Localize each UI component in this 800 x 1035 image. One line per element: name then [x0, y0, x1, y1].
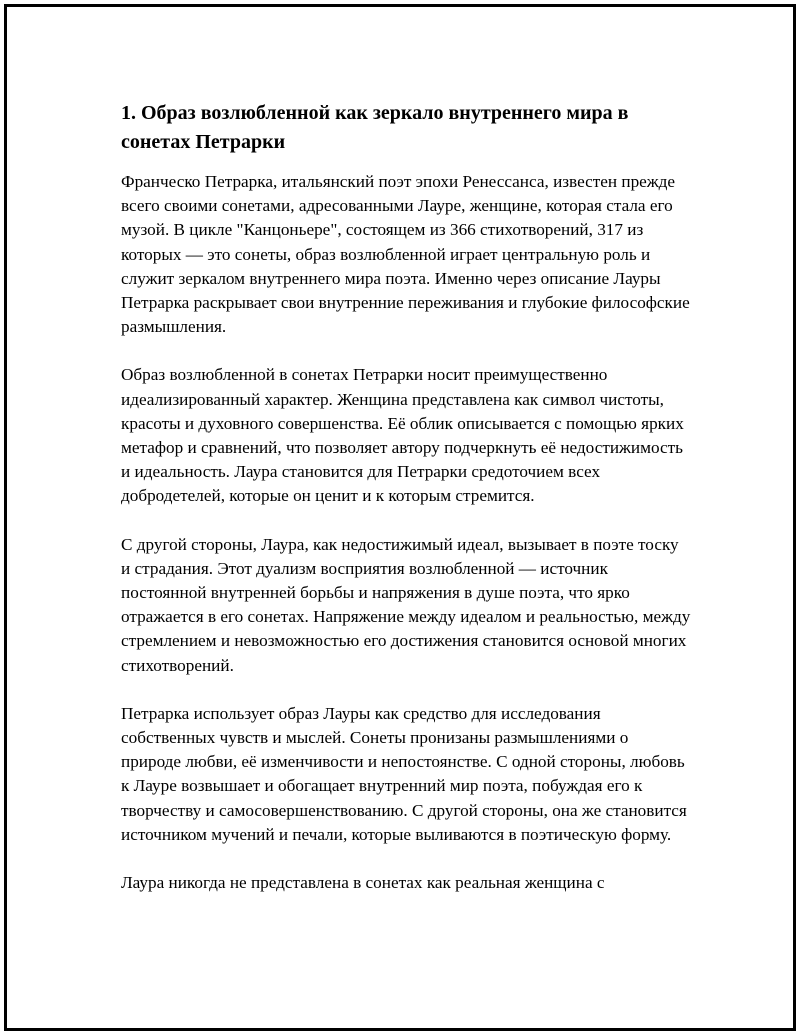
- paragraph-1: Франческо Петрарка, итальянский поэт эпохи Ренессанса, известен прежде всего своими сонетами, адресованными Лауре, женщине, которая стала его музой. В цикле "Канцоньере", состоящем из 366 стихотворений, 317 из которых — это сонеты, образ возлюбленной играет центральную роль и служит зеркалом внутреннего мира поэта. Именно через описание Лауры Петрарка раскрывает свои внутренние переживания и глубокие философские размышления.: [121, 172, 690, 337]
- paragraph-3: С другой стороны, Лаура, как недостижимый идеал, вызывает в поэте тоску и страдания. Этот дуализм восприятия возлюбленной — источник постоянной внутренней борьбы и напряжения в душе поэта, что ярко отражается в его сонетах. Напряжение между идеалом и реальностью, между стремлением и невозможностью его достижения становится основой многих стихотворений.: [121, 534, 691, 675]
- section-heading: 1. Образ возлюбленной как зеркало внутреннего мира в сонетах Петрарки: [121, 102, 629, 153]
- paragraph-5: Лаура никогда не представлена в сонетах как реальная женщина с: [121, 873, 605, 893]
- paragraph-4: Петрарка использует образ Лауры как средство для исследования собственных чувств и мыслей. Сонеты пронизаны размышлениями о природе любви, её изменчивости и непостоянстве. С одной стороны, любовь к Лауре возвышает и обогащает внутренний мир поэта, побуждая его к творчеству и самосовершенствованию. С другой стороны, она же становится источником мучений и печали, которые выливаются в поэтическую форму.: [121, 703, 687, 844]
- page-frame: [4, 4, 796, 1031]
- paragraph-2: Образ возлюбленной в сонетах Петрарки носит преимущественно идеализированный характер. Женщина представлена как символ чистоты, красоты и духовного совершенства. Её облик описывается с помощью ярких метафор и сравнений, что позволяет автору подчеркнуть её недостижимость и идеальность. Лаура становится для Петрарки средоточием всех добродетелей, которые он ценит и к которым стремится.: [121, 365, 684, 506]
- document-body: [121, 99, 691, 895]
